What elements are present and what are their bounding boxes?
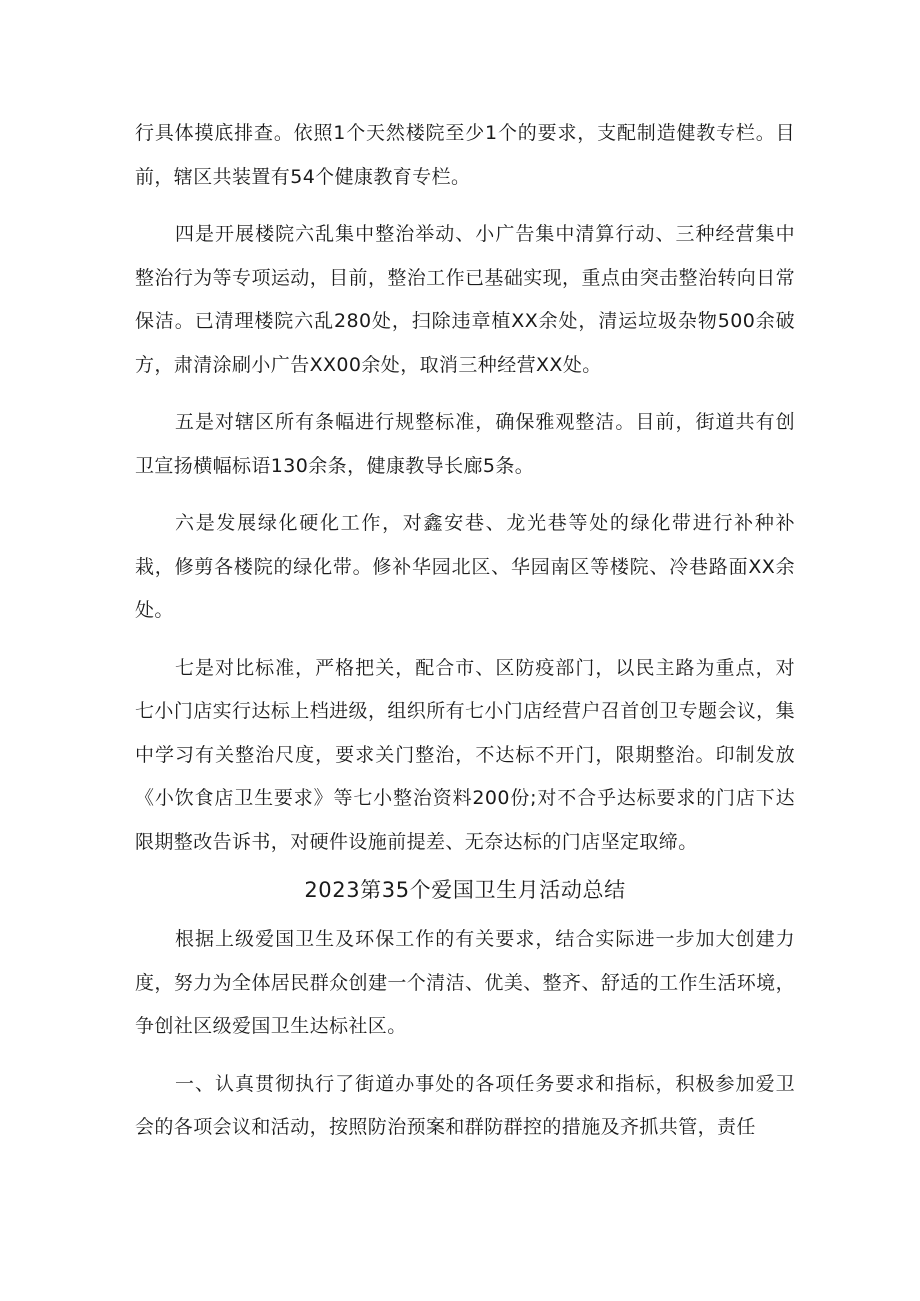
- paragraph-item-four: 四是开展楼院六乱集中整治举动、小广告集中清算行动、三种经营集中整治行为等专项运动，目前，整治工作已基础实现，重点由突击整治转向日常保洁。已清理楼院六乱280处，扫除违章植XX余处，清运垃圾杂物500余破方，肃清涂刷小广告XX00余处，取消三种经营XX处。: [135, 223, 795, 376]
- paragraph-item-seven: 七是对比标准，严格把关，配合市、区防疫部门，以民主路为重点，对七小门店实行达标上档进级，组织所有七小门店经营户召首创卫专题会议，集中学习有关整治尺度，要求关门整治，不达标不开门，限期整治。印制发放《小饮食店卫生要求》等七小整治资料200份;对不合乎达标要求的门店下达限期整改告诉书，对硬件设施前提差、无奈达标的门店坚定取缔。: [135, 656, 795, 853]
- paragraph-continuation: 行具体摸底排查。依照1个天然楼院至少1个的要求，支配制造健教专栏。目前，辖区共装置有54个健康教育专栏。: [135, 122, 795, 188]
- paragraph-item-five: 五是对辖区所有条幅进行规整标准，确保雅观整洁。目前，街道共有创卫宣扬横幅标语130余条，健康教导长廊5条。: [135, 411, 795, 477]
- section-heading: 2023第35个爱国卫生月活动总结: [304, 878, 626, 902]
- paragraph-intro: 根据上级爱国卫生及环保工作的有关要求，结合实际进一步加大创建力度，努力为全体居民群众创建一个清洁、优美、整齐、舒适的工作生活环境，争创社区级爱国卫生达标社区。: [135, 928, 795, 1037]
- paragraph-item-six: 六是发展绿化硬化工作，对鑫安巷、龙光巷等处的绿化带进行补种补栽，修剪各楼院的绿化带。修补华园北区、华园南区等楼院、冷巷路面XX余处。: [135, 512, 795, 621]
- paragraph-item-one: 一、认真贯彻执行了街道办事处的各项任务要求和指标，积极参加爱卫会的各项会议和活动，按照防治预案和群防群控的措施及齐抓共管，责任: [135, 1072, 795, 1138]
- document-body: [135, 112, 795, 1150]
